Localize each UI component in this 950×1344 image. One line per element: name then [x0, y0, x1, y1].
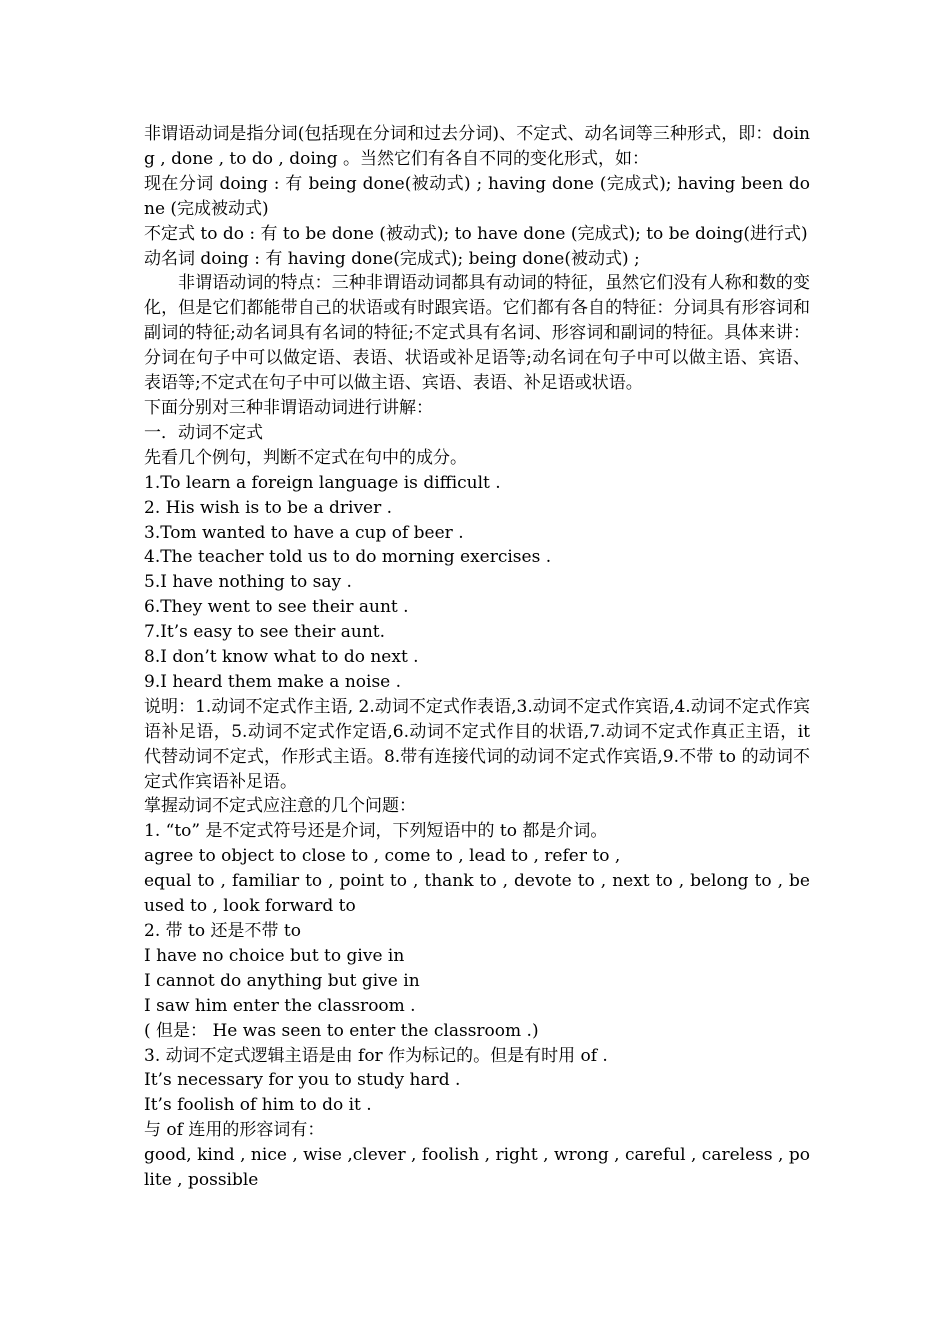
intro-paragraph: 非谓语动词是指分词(包括现在分词和过去分词)、不定式、动名词等三种形式，即：doing , done , to do , doing 。当然它们有各自不同的变化形式，如： [144, 124, 810, 169]
example-sentence: It’s necessary for you to study hard . [144, 1070, 461, 1091]
example-sentence: 6.They went to see their aunt . [144, 597, 409, 618]
adjective-list-heading: 与 of 连用的形容词有： [144, 1120, 325, 1141]
example-sentence: 9.I heard them make a noise . [144, 671, 402, 692]
issue-1-heading: 1. “to” 是不定式符号还是介词，下列短语中的 to 都是介词。 [144, 821, 608, 842]
gerund-forms: 动名词 doing : 有 having done(完成式); being done(被动式) ; [144, 248, 640, 269]
features-paragraph: 非谓语动词的特点：三种非谓语动词都具有动词的特征，虽然它们没有人称和数的变化，但是它们都能带自己的状语或有时跟宾语。它们都有各自的特征：分词具有形容词和副词的特征;动名词具有名词的特征;不定式具有名词、形容词和副词的特征。具体来讲：分词在句子中可以做定语、表语、状语或补足语等;动名词在句子中可以做主语、宾语、表语等;不定式在句子中可以做主语、宾语、表语、补足语或状语。 [144, 273, 810, 394]
issue-2-heading: 2. 带 to 还是不带 to [144, 921, 301, 941]
examples-intro: 先看几个例句，判断不定式在句中的成分。 [144, 447, 467, 468]
example-sentence: 7.It’s easy to see their aunt. [144, 622, 386, 643]
present-participle-forms: 现在分词 doing : 有 being done(被动式) ; having done (完成式); having been done (完成被动式) [144, 173, 810, 219]
example-sentence: 1.To learn a foreign language is difficult . [144, 472, 501, 493]
example-sentence: I have no choice but to give in [144, 945, 405, 966]
example-sentence: I cannot do anything but give in [144, 970, 420, 991]
example-sentence: ( 但是： He was seen to enter the classroom .) [144, 1020, 539, 1041]
document-body [144, 122, 810, 1193]
explanation-paragraph: 说明：1.动词不定式作主语, 2.动词不定式作表语,3.动词不定式作宾语,4.动词不定式作宾语补足语，5.动词不定式作定语,6.动词不定式作目的状语,7.动词不定式作真正主语，it 代替动词不定式，作形式主语。8.带有连接代词的动词不定式作宾语,9.不带 to 的动词不定式作宾语补足语。 [144, 696, 810, 792]
example-sentence: 3.Tom wanted to have a cup of beer . [144, 522, 464, 543]
example-sentence: 4.The teacher told us to do morning exercises . [144, 547, 552, 568]
issues-heading: 掌握动词不定式应注意的几个问题： [144, 796, 416, 817]
section-intro: 下面分别对三种非谓语动词进行讲解： [144, 397, 433, 418]
issue-3-heading: 3. 动词不定式逻辑主语是由 for 作为标记的。但是有时用 of . [144, 1045, 608, 1066]
example-sentence: 5.I have nothing to say . [144, 572, 352, 593]
preposition-list: equal to , familiar to , point to , thank to , devote to , next to , belong to , be used to , look forward to [144, 871, 810, 917]
example-sentence: 8.I don’t know what to do next . [144, 647, 419, 668]
preposition-list: agree to object to close to , come to , lead to , refer to , [144, 846, 621, 867]
infinitive-forms: 不定式 to do : 有 to be done (被动式); to have done (完成式); to be doing(进行式) [144, 223, 808, 244]
adjective-list: good, kind , nice , wise ,clever , foolish , right , wrong , careful , careless , polite , possible [144, 1145, 810, 1191]
example-sentence: 2. His wish is to be a driver . [144, 497, 393, 518]
example-sentence: I saw him enter the classroom . [144, 995, 416, 1016]
example-sentence: It’s foolish of him to do it . [144, 1095, 372, 1116]
section-heading-infinitive: 一．动词不定式 [144, 422, 263, 443]
